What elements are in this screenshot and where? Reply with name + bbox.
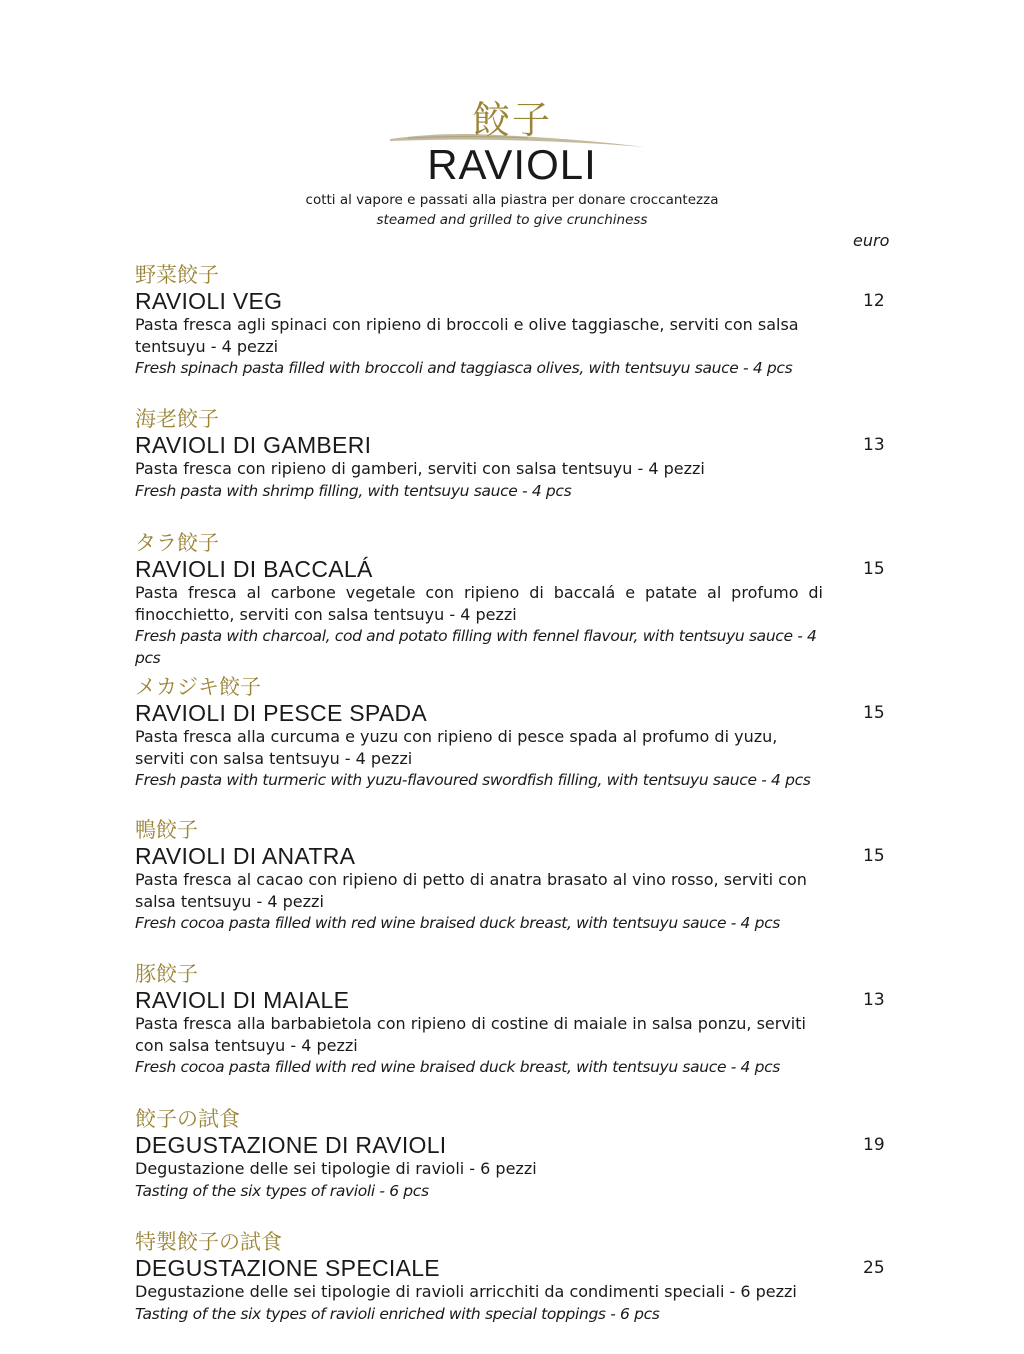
item-price: 13 [863,990,885,1010]
item-japanese-name: 海老餃子 [135,407,219,431]
subtitle-english: steamed and grilled to give crunchiness [376,212,648,228]
menu-item [135,817,895,934]
menu-item [135,1106,895,1202]
menu-item [135,406,895,502]
item-japanese-name: 鴨餃子 [135,818,198,842]
item-description-english: Fresh cocoa pasta filled with red wine braised duck breast, with tentsuyu sauce - 4 pcs [135,1058,780,1076]
item-name: RAVIOLI DI GAMBERI [135,432,372,458]
item-name: RAVIOLI DI ANATRA [135,843,356,869]
subtitle-italian: cotti al vapore e passati alla piastra per donare croccantezza [305,192,719,208]
item-description-english: Fresh cocoa pasta filled with red wine braised duck breast, with tentsuyu sauce - 4 pcs [135,914,780,932]
section-title: RAVIOLI [427,141,597,188]
item-name: DEGUSTAZIONE SPECIALE [135,1255,440,1281]
menu-item [135,262,895,379]
item-price: 12 [863,291,885,311]
item-japanese-name: 餃子の試食 [135,1107,240,1131]
item-name: RAVIOLI DI PESCE SPADA [135,700,428,726]
item-japanese-name: 特製餃子の試食 [135,1230,282,1254]
item-description-italian: Degustazione delle sei tipologie di ravioli arricchiti da condimenti speciali - 6 pezzi [135,1282,797,1301]
menu-item [135,1229,895,1325]
section-kanji-title: 餃子 [471,98,552,142]
menu-item [135,530,895,669]
item-description-english: Tasting of the six types of ravioli enriched with special toppings - 6 pcs [135,1304,660,1323]
item-japanese-name: メカジキ餃子 [135,675,261,699]
item-description-english: Fresh pasta with turmeric with yuzu-flavoured swordfish filling, with tentsuyu sauce - 4 pcs [135,771,811,789]
item-description-italian: Pasta fresca al carbone vegetale con ripieno di baccalá e patate al profumo di finocchietto, serviti con salsa tentsuyu - 4 pezzi [135,583,823,624]
menu-item [135,961,895,1078]
currency-label: euro [853,231,890,250]
item-description-italian: Degustazione delle sei tipologie di ravioli - 6 pezzi [135,1159,537,1178]
item-japanese-name: タラ餃子 [135,531,219,555]
item-name: RAVIOLI DI MAIALE [135,987,350,1013]
item-price: 15 [863,846,885,866]
item-description-english: Tasting of the six types of ravioli - 6 pcs [135,1181,429,1200]
item-description-italian: Pasta fresca alla barbabietola con ripieno di costine di maiale in salsa ponzu, serviti con salsa tentsuyu - 4 pezzi [135,1014,806,1055]
item-description-italian: Pasta fresca alla curcuma e yuzu con ripieno di pesce spada al profumo di yuzu, serviti con salsa tentsuyu - 4 pezzi [135,727,778,768]
item-description-italian: Pasta fresca con ripieno di gamberi, serviti con salsa tentsuyu - 4 pezzi [135,459,705,478]
item-price: 19 [863,1135,885,1155]
item-description-italian: Pasta fresca al cacao con ripieno di petto di anatra brasato al vino rosso, serviti con salsa tentsuyu - 4 pezzi [135,870,807,911]
item-japanese-name: 野菜餃子 [135,263,219,287]
item-price: 25 [863,1258,885,1278]
item-price: 13 [863,435,885,455]
item-name: DEGUSTAZIONE DI RAVIOLI [135,1132,447,1158]
item-description-italian: Pasta fresca agli spinaci con ripieno di broccoli e olive taggiasche, serviti con salsa tentsuyu - 4 pezzi [135,315,799,356]
item-description-english: Fresh pasta with shrimp filling, with tentsuyu sauce - 4 pcs [135,481,572,500]
item-japanese-name: 豚餃子 [135,962,198,986]
item-name: RAVIOLI VEG [135,288,283,314]
item-name: RAVIOLI DI BACCALÁ [135,556,373,582]
item-description-english: Fresh spinach pasta filled with broccoli and taggiasca olives, with tentsuyu sauce - 4 pcs [135,359,793,377]
menu-item [135,674,895,791]
item-description-english: Fresh pasta with charcoal, cod and potato filling with fennel flavour, with tentsuyu sauce - 4 pcs [135,627,817,667]
menu-header [0,96,1024,230]
item-price: 15 [863,559,885,579]
item-price: 15 [863,703,885,723]
